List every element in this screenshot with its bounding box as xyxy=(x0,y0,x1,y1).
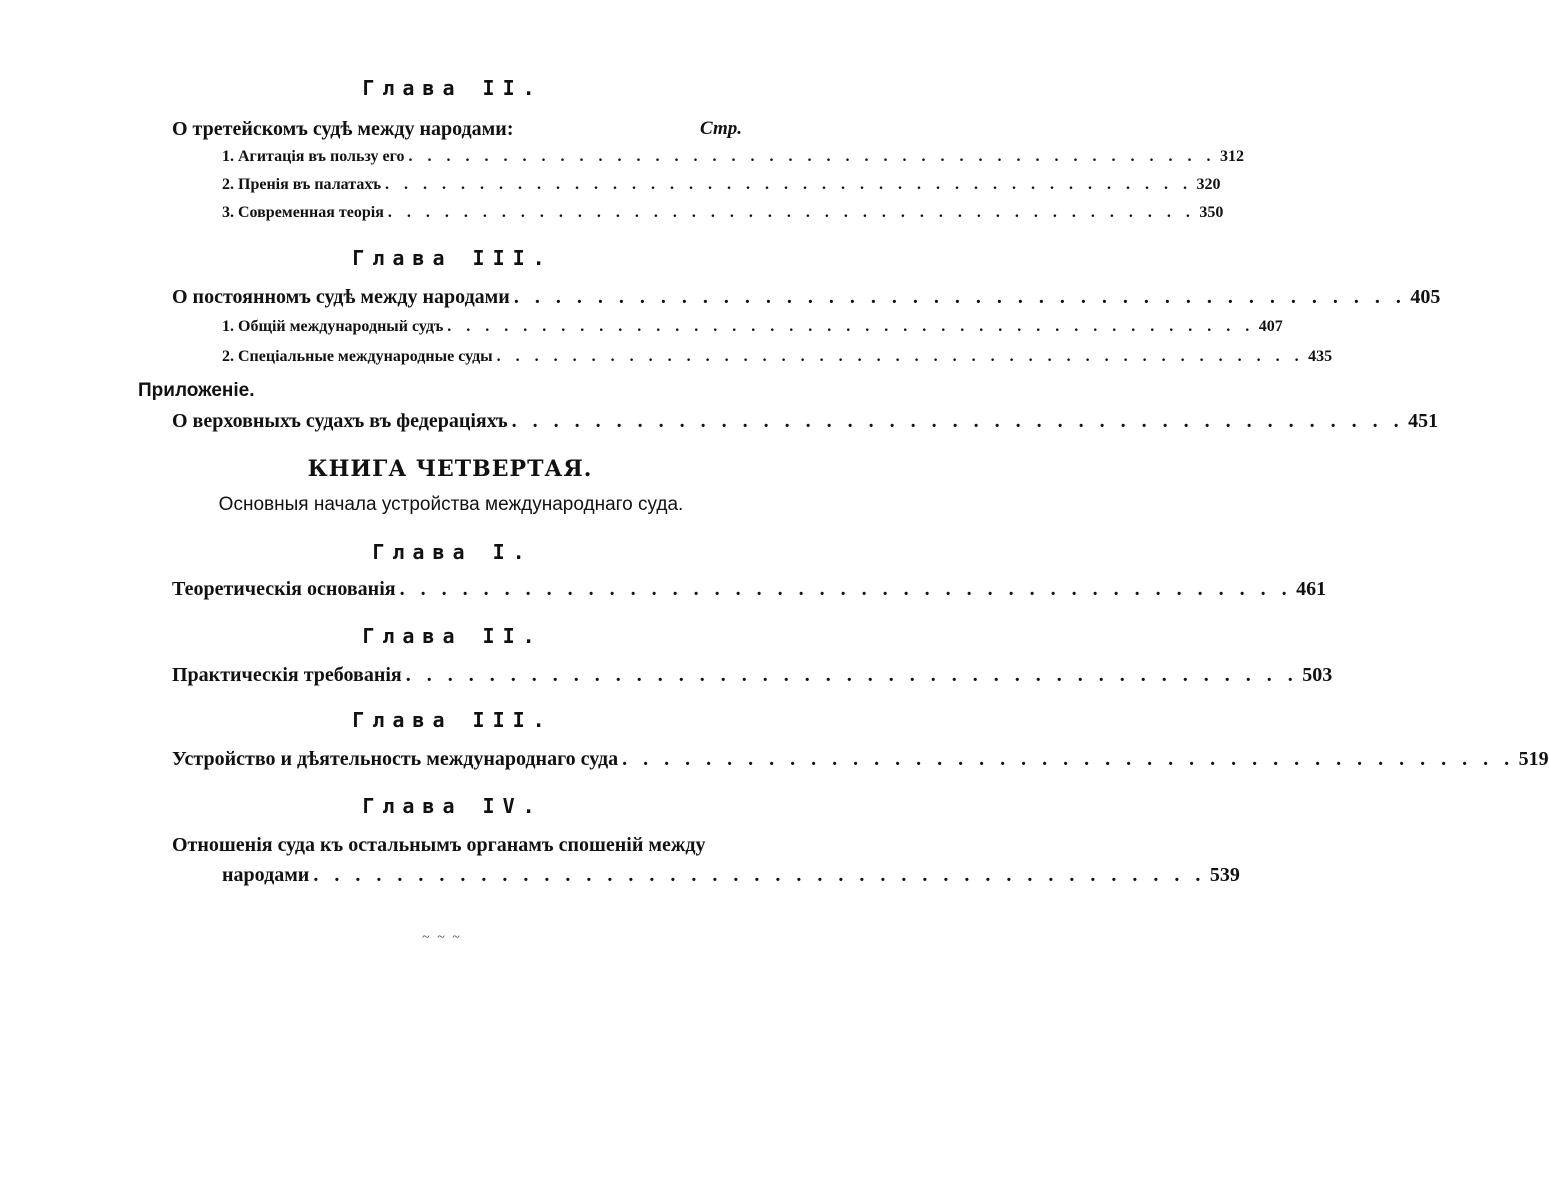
toc-entry-label: О постоянномъ судѣ между народами xyxy=(172,286,510,308)
section-heading: О третейскомъ судѣ между народами: xyxy=(172,118,514,140)
toc-entry[interactable] xyxy=(172,748,1549,771)
toc-entry-page: 405 xyxy=(1410,286,1441,308)
toc-entry[interactable] xyxy=(222,204,1224,222)
toc-entry-label: Практическія требованія xyxy=(172,664,402,686)
toc-entry-page: 461 xyxy=(1296,578,1327,600)
leader-dots: . . . . . . . . . . . . . . . . . . . . . . . . . . . . . . . . . . . . . . . . . . . xyxy=(405,664,1299,686)
appendix-title: Приложеніе. xyxy=(138,380,255,401)
toc-entry-page: 451 xyxy=(1408,410,1439,432)
toc-entry-label: 2. Спеціальные международные суды xyxy=(222,348,493,365)
toc-entry[interactable] xyxy=(222,318,1283,336)
toc-entry[interactable] xyxy=(172,578,1327,601)
toc-entry-label: О верховныхъ судахъ въ федераціяхъ xyxy=(172,410,508,432)
leader-dots: . . . . . . . . . . . . . . . . . . . . . . . . . . . . . . . . . . . . . . . . . . . xyxy=(387,204,1196,221)
chapter-heading: Глава III. xyxy=(352,246,553,270)
toc-entry-page: 312 xyxy=(1220,148,1244,165)
toc-entry[interactable] xyxy=(172,664,1333,687)
toc-entry-label: 2. Пренія въ палатахъ xyxy=(222,176,382,193)
toc-entry-label: 1. Агитація въ пользу его xyxy=(222,148,405,165)
toc-entry-page: 350 xyxy=(1199,204,1224,221)
ornament-divider: ~ ~ ~ xyxy=(422,930,462,945)
toc-entry-page: 519 xyxy=(1518,748,1549,770)
chapter-heading: Глава II. xyxy=(362,624,543,648)
toc-entry[interactable] xyxy=(222,864,1240,887)
chapter-heading: Глава I. xyxy=(372,540,533,564)
leader-dots: . . . . . . . . . . . . . . . . . . . . . . . . . . . . . . . . . . . . . . . . . . . xyxy=(313,864,1206,886)
chapter-heading: Глава III. xyxy=(352,708,553,732)
leader-dots: . . . . . . . . . . . . . . . . . . . . . . . . . . . . . . . . . . . . . . . . . . . xyxy=(622,748,1515,770)
toc-entry-label-line1: Отношенія суда къ остальнымъ органамъ спошеній между xyxy=(172,834,706,856)
leader-dots: . . . . . . . . . . . . . . . . . . . . . . . . . . . . . . . . . . . . . . . . . . . xyxy=(513,286,1407,308)
toc-entry-page: 320 xyxy=(1196,176,1221,193)
toc-entry-page: 407 xyxy=(1258,318,1283,335)
leader-dots: . . . . . . . . . . . . . . . . . . . . . . . . . . . . . . . . . . . . . . . . . . . xyxy=(511,410,1405,432)
toc-entry-page: 435 xyxy=(1308,348,1333,365)
chapter-heading: Глава IV. xyxy=(362,794,543,818)
leader-dots: . . . . . . . . . . . . . . . . . . . . . . . . . . . . . . . . . . . . . . . . . . . xyxy=(399,578,1293,600)
leader-dots: . . . . . . . . . . . . . . . . . . . . . . . . . . . . . . . . . . . . . . . . . . . xyxy=(408,148,1216,165)
toc-entry-page: 539 xyxy=(1209,864,1240,886)
toc-entry-page: 503 xyxy=(1302,664,1333,686)
toc-entry-label: 3. Современная теорія xyxy=(222,204,384,221)
toc-entry[interactable] xyxy=(222,348,1333,366)
book-subtitle: Основныя начала устройства международнаго суда. xyxy=(218,494,684,515)
toc-entry-label: народами xyxy=(222,864,310,886)
book-title: КНИГА ЧЕТВЕРТАЯ. xyxy=(307,456,593,482)
leader-dots: . . . . . . . . . . . . . . . . . . . . . . . . . . . . . . . . . . . . . . . . . . . xyxy=(496,348,1305,365)
toc-entry[interactable] xyxy=(222,176,1221,194)
toc-entry[interactable] xyxy=(172,410,1439,433)
leader-dots: . . . . . . . . . . . . . . . . . . . . . . . . . . . . . . . . . . . . . . . . . . . xyxy=(385,176,1193,193)
leader-dots: . . . . . . . . . . . . . . . . . . . . . . . . . . . . . . . . . . . . . . . . . . . xyxy=(447,318,1255,335)
toc-entry[interactable] xyxy=(172,286,1441,309)
toc-entry-label: 1. Общій международный судъ xyxy=(222,318,444,335)
chapter-heading: Глава II. xyxy=(362,76,543,100)
toc-entry[interactable] xyxy=(222,148,1244,166)
toc-entry-label: Устройство и дѣятельность международнаго суда xyxy=(172,748,619,770)
toc-entry-label: Теоретическія основанія xyxy=(172,578,396,600)
page-column-label: Стр. xyxy=(700,118,742,139)
